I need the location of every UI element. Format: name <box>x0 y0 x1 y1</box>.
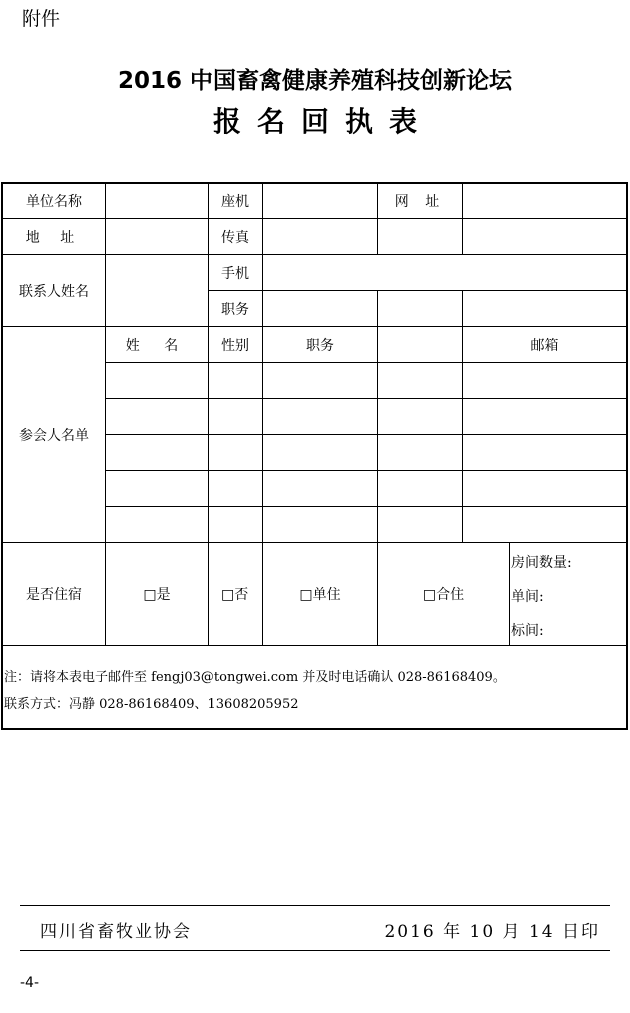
row-divider <box>105 398 626 399</box>
website-field[interactable] <box>463 184 626 218</box>
fax-label: 传真 <box>221 229 249 246</box>
address-label: 地 址 <box>25 229 83 246</box>
lodging-label: 是否住宿 <box>26 587 82 603</box>
footer-top-rule <box>20 905 610 906</box>
contact-name-field[interactable] <box>106 255 208 326</box>
note-line-2: 联系方式：冯静 028-86168409、13608205952 <box>4 697 299 712</box>
page-title: 2016 中国畜禽健康养殖科技创新论坛 <box>117 68 513 94</box>
address-field[interactable] <box>106 219 208 254</box>
col-divider <box>509 542 510 645</box>
col-header-email: 邮箱 <box>530 337 559 354</box>
col-header-name: 姓 名 <box>125 337 189 354</box>
fax-field[interactable] <box>263 219 626 254</box>
unit-name-label: 单位名称 <box>26 194 82 210</box>
row-divider <box>105 506 626 507</box>
attachment-label: 附件 <box>22 8 61 30</box>
website-label: 网 址 <box>394 194 446 210</box>
row-divider <box>3 645 626 646</box>
row-divider <box>105 470 626 471</box>
position-field[interactable] <box>263 291 626 326</box>
row-divider <box>105 362 626 363</box>
phone-label: 座机 <box>221 194 249 210</box>
registration-form-table <box>1 182 628 730</box>
unit-name-field[interactable] <box>106 184 208 218</box>
footer-bottom-rule <box>20 950 610 951</box>
lodging-yes-checkbox[interactable]: □是 <box>143 587 171 603</box>
note-line-1: 注：请将本表电子邮件至 fengj03@tongwei.com 并及时电话确认 028-86168409。 <box>4 670 506 685</box>
page-number: -4- <box>20 975 40 991</box>
col-header-gender: 性别 <box>221 337 249 354</box>
room-count-label: 房间数量: <box>511 555 572 571</box>
single-room-checkbox[interactable]: □单住 <box>299 587 341 603</box>
form-title: 报名回执表 <box>212 105 433 138</box>
contact-name-label: 联系人姓名 <box>19 283 89 300</box>
phone-field[interactable] <box>263 184 377 218</box>
mobile-field[interactable] <box>263 255 626 290</box>
lodging-no-checkbox[interactable]: □否 <box>221 587 249 603</box>
issuing-organization: 四川省畜牧业协会 <box>40 922 192 942</box>
standard-room-label: 标间: <box>511 623 544 639</box>
issue-date: 2016 年 10 月 14 日印 <box>384 922 600 942</box>
row-divider <box>105 434 626 435</box>
single-room-label: 单间: <box>511 589 544 605</box>
col-header-position: 职务 <box>306 337 334 354</box>
attendees-label: 参会人名单 <box>19 427 89 444</box>
shared-room-checkbox[interactable]: □合住 <box>422 587 465 603</box>
position-label: 职务 <box>221 301 249 318</box>
mobile-label: 手机 <box>221 265 249 282</box>
